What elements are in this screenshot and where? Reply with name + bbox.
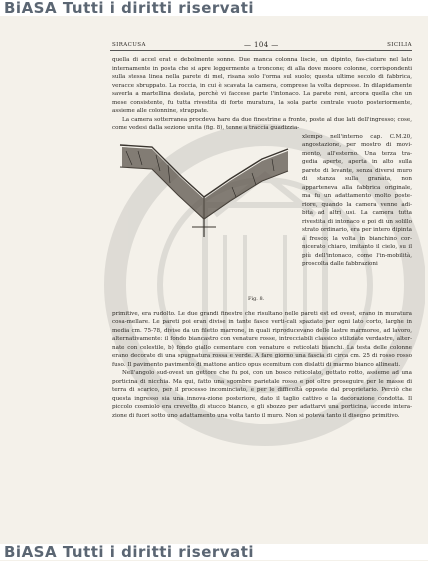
side-paragraph: xlempo nell'interno cap. C.M.20, angostazione, per mostro di movi-mento, all'esterno. Una terza tra-gedia aperte, aperta in alto sulla parete di levante, senza diversi muro di stanza sulla granata, non apparteneva alla fabbrica originale, ma fu un adattamento molto poste-riore, quando la camera venne adi-bita ad altri usi. La camera tutta rivestita di intonaco e poi di un solillo strato ordinario, era per intero dipinta a fresco; la volta in bianchino cor-nicerato chiaro, imitanto il cielo, su il più dell'intonaco, come l'in-mobilità, proscolta dalle fabbrazioni [302,133,412,267]
document-page [104,20,414,540]
watermark-banner-text: BiASA Tutti i diritti riservati [4,543,255,561]
figure-block [112,133,412,310]
figure-section-drawing [112,137,292,297]
body-text [112,56,412,420]
side-column-text [302,133,412,269]
running-head-left: SIRACUSA [112,42,146,48]
watermark-banner-text: BiASA Tutti i diritti riservati [4,0,255,17]
watermark-banner-top [0,0,428,16]
paragraph: primitive, era rudolto. Le due grandi finestre che risultano nelle pareti est ed ovest, erano in muratura cosa-mellare. Le pareti poi eran divise in tante fasce verti-cali spaziato per ogni lato corto, larghe in media cm. 75-78, divise da un filetto marrone, in quali riproducevano delle lastre marmoree, ad lavoro, alternativamente: il fondo biancastro con venature rosse, intrecciabili classico stiliziate verdastre, alter-nate con celestile, b) fondo giallo cementare con venature e reticolati bianchi. La testa delle colonne erano decorate di una spugnatura rossa e verde. A fare giorno una fascia di circa cm. 25 di rosso rosso fuso. Il pavimento pavimento di mattone antico opus ecemitum con dislatti di marmo bianco allineati. [112,310,412,368]
header-rule [110,50,412,51]
running-head-right: SICILIA [387,42,412,48]
page-number: — 104 — [244,41,279,49]
paragraph: La camera sotterranea procdeva hare da due finestrine a fronte, poste al due lati dell'ingresso; cose, come vedesi dalla sezione unita (fig. 8), tenne a traccia guadizzia- [112,116,412,131]
paragraph: Nell'angolo sud-ovest un gettore che fu poi, con un bosco reticolato, gettato rotto, assieme ad una porticina di nicchia. Ma qui, fatto una sgombre parietale rosso e poi oltre proseguire per le masse di terra di scarico, per il processo incominciato, e per le difficoltà opposte dal proprietario. Perciò che questa ingresso sia una innova-zione posteriore, dato il taglio cattivo e la decorazione condotta. Il piccolo cosmiolo era crevetto di stucco bianco, e gli sbozzo per adattarvi una porticina, accede intera-zione di fuori sotto uno adattamento una volta tanto il muro. Non si poteva tanto il disegno primitivo. [112,370,412,419]
figure-caption: Fig. 8. [248,295,265,302]
watermark-banner-bottom [0,544,428,560]
paragraph: quella di accel erat e debolmente sonne. Due manca colonna liscie, un dipinto, fas-ciature nel lato internamente in posta che si apre leggermente a troncone; di alla dove moore colonne, corrispondenti sulla stessa linea nella parete di mel, risana solo l'orma sul suolo; questa ultime secolo di fabbrica, veracce sbruppato. La roccia, in cui è scavata la camera, comprese la volta depresse. In dilapidamente saverla a martellina deslata, perchè vi faccese parte l'intonaco. La parete reni, arcora quella che un mese consistente, fu tutta rivestita di forte muratura, la sola parte centrale vuoto posteriormente, assieme alle colonnine, strappate. [112,57,412,114]
